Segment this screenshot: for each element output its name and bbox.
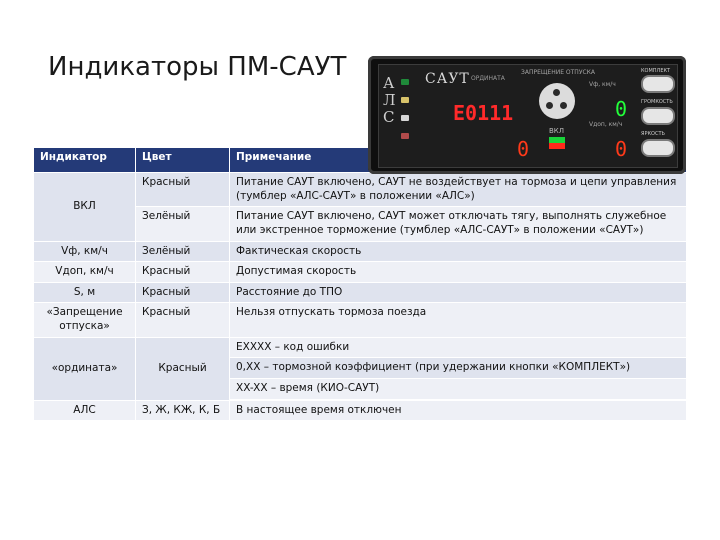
cell-color: Красный xyxy=(136,262,230,283)
table-row xyxy=(34,173,687,207)
table-row xyxy=(34,303,687,337)
yarkost-button xyxy=(641,139,675,157)
cell-indicator: ВКЛ xyxy=(34,173,136,242)
cell-color: Красный xyxy=(136,173,230,207)
cell-color: З, Ж, КЖ, К, Б xyxy=(136,400,230,421)
cell-indicator: «ордината» xyxy=(34,337,136,400)
cell-color: Красный xyxy=(136,282,230,303)
page-title: Индикаторы ПМ-САУТ xyxy=(48,52,347,82)
als-lamp-green xyxy=(401,79,409,85)
table-row xyxy=(34,282,687,303)
vkl-red xyxy=(549,143,565,149)
saut-device-photo xyxy=(368,56,686,174)
cell-color: Красный xyxy=(136,337,230,400)
komplekt-label: КОМПЛЕКТ xyxy=(641,68,671,74)
cell-note-group xyxy=(230,337,687,400)
note-line: 0,XX – тормозной коэффициент (при удержании кнопки «КОМПЛЕКТ») xyxy=(230,358,686,379)
als-lamps xyxy=(401,79,409,151)
yarkost-label: ЯРКОСТЬ xyxy=(641,131,665,137)
vf-display: 0 xyxy=(615,97,628,121)
cell-color: Зелёный xyxy=(136,207,230,241)
table-row xyxy=(34,337,687,400)
lamp-dot xyxy=(560,102,567,109)
note-line: XX-XX – время (КИО-САУТ) xyxy=(230,379,686,400)
cell-color: Красный xyxy=(136,303,230,337)
vkl-label: ВКЛ xyxy=(549,127,565,135)
indicators-table xyxy=(33,147,687,421)
cell-note: Питание САУТ включено, САУТ не воздействует на тормоза и цепи управления (тумблер «АЛС-САУТ» в положении «АЛС») xyxy=(230,173,687,207)
cell-color: Зелёный xyxy=(136,241,230,262)
zapr-otpuska-lamp xyxy=(539,83,575,119)
vkl-indicator xyxy=(549,137,565,149)
header-note: Примечание xyxy=(230,148,687,173)
als-letter: С xyxy=(383,108,395,126)
gromkost-button xyxy=(641,107,675,125)
ordinata-label: ОРДИНАТА xyxy=(471,75,505,82)
s-display: 0 xyxy=(517,137,530,161)
als-lamp-red xyxy=(401,133,409,139)
device-face xyxy=(378,64,678,168)
cell-note: Допустимая скорость xyxy=(230,262,687,283)
note-line: EXXXX – код ошибки xyxy=(230,338,686,359)
cell-indicator: Vф, км/ч xyxy=(34,241,136,262)
vf-label: Vф, км/ч xyxy=(589,81,616,88)
header-indicator: Индикатор xyxy=(34,148,136,173)
cell-indicator: «Запрещение отпуска» xyxy=(34,303,136,337)
als-letter: А xyxy=(383,74,395,92)
vdop-label: Vдоп, км/ч xyxy=(589,121,623,128)
cell-indicator: Vдоп, км/ч xyxy=(34,262,136,283)
ordinata-display: E0111 xyxy=(453,101,514,125)
table-row xyxy=(34,400,687,421)
saut-logo: САУТ xyxy=(425,71,470,87)
als-lamp-yellow xyxy=(401,97,409,103)
cell-indicator: S, м xyxy=(34,282,136,303)
cell-indicator: АЛС xyxy=(34,400,136,421)
header-color: Цвет xyxy=(136,148,230,173)
cell-note: Питание САУТ включено, САУТ может отключать тягу, выполнять служебное или экстренное торможение (тумблер «АЛС-САУТ» в положении «САУТ») xyxy=(230,207,687,241)
lamp-dot xyxy=(546,102,553,109)
als-letter: Л xyxy=(383,91,396,109)
cell-note: Нельзя отпускать тормоза поезда xyxy=(230,303,687,337)
komplekt-button xyxy=(641,75,675,93)
zapr-label: ЗАПРЕЩЕНИЕ ОТПУСКА xyxy=(521,69,596,76)
cell-note: Фактическая скорость xyxy=(230,241,687,262)
table-row xyxy=(34,262,687,283)
vdop-display: 0 xyxy=(615,137,628,161)
cell-note: Расстояние до ТПО xyxy=(230,282,687,303)
gromkost-label: ГРОМКОСТЬ xyxy=(641,99,673,105)
als-letters xyxy=(383,75,397,126)
als-lamp-white xyxy=(401,115,409,121)
cell-note: В настоящее время отключен xyxy=(230,400,687,421)
table-row xyxy=(34,241,687,262)
lamp-dot xyxy=(553,89,560,96)
